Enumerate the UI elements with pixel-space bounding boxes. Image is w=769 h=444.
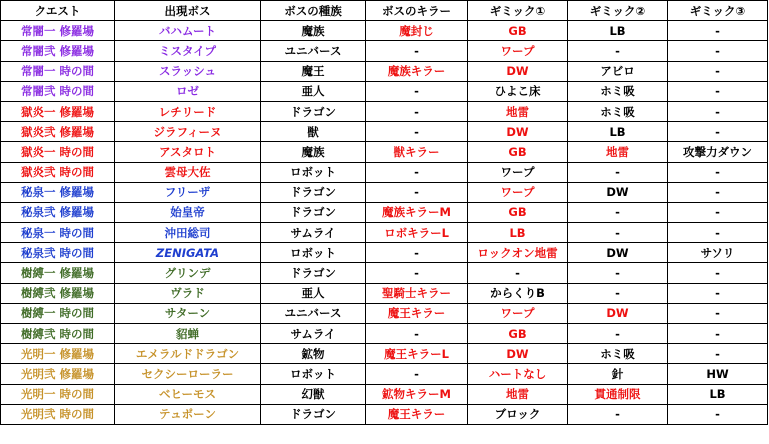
gimmick-2-cell: ホミ吸 — [568, 81, 668, 101]
race-cell: ユニバース — [261, 41, 366, 61]
killer-cell: 魔族キラーM — [366, 202, 468, 222]
gimmick-3-cell: サソリ — [668, 243, 768, 263]
table-row — [1, 344, 768, 364]
boss-cell: グリンデ — [115, 263, 261, 283]
boss-cell: セクシーローラー — [115, 364, 261, 384]
quest-cell: 秘泉一 修羅場 — [1, 182, 115, 202]
killer-cell: 魔王キラーL — [366, 344, 468, 364]
gimmick-3-cell: - — [668, 162, 768, 182]
killer-cell: - — [366, 263, 468, 283]
quest-cell: 常闇弐 時の間 — [1, 81, 115, 101]
gimmick-2-cell: - — [568, 404, 668, 424]
quest-cell: 光明一 時の間 — [1, 384, 115, 404]
table-row — [1, 61, 768, 81]
race-cell: ドラゴン — [261, 182, 366, 202]
table-row — [1, 324, 768, 344]
boss-cell: ジラフィーヌ — [115, 122, 261, 142]
boss-cell: エメラルドドラゴン — [115, 344, 261, 364]
killer-cell: 鉱物キラーM — [366, 384, 468, 404]
boss-cell: 貂蝉 — [115, 324, 261, 344]
quest-cell: 獄炎一 修羅場 — [1, 101, 115, 121]
gimmick-3-cell: - — [668, 182, 768, 202]
race-cell: 魔族 — [261, 142, 366, 162]
killer-cell: 魔封じ — [366, 21, 468, 41]
race-cell: ロボット — [261, 364, 366, 384]
header-boss-race: ボスの種族 — [261, 1, 366, 21]
table-row — [1, 223, 768, 243]
killer-cell: - — [366, 101, 468, 121]
gimmick-2-cell: - — [568, 283, 668, 303]
gimmick-1-cell: GB — [468, 202, 568, 222]
gimmick-3-cell: - — [668, 61, 768, 81]
gimmick-2-cell: LB — [568, 21, 668, 41]
gimmick-3-cell: - — [668, 101, 768, 121]
race-cell: 亜人 — [261, 81, 366, 101]
gimmick-3-cell: - — [668, 223, 768, 243]
gimmick-3-cell: - — [668, 81, 768, 101]
table-row — [1, 263, 768, 283]
quest-cell: 樹縛一 修羅場 — [1, 263, 115, 283]
race-cell: 鉱物 — [261, 344, 366, 364]
gimmick-1-cell: GB — [468, 142, 568, 162]
gimmick-1-cell: ブロック — [468, 404, 568, 424]
gimmick-3-cell: - — [668, 303, 768, 323]
gimmick-1-cell: ハートなし — [468, 364, 568, 384]
table-row — [1, 101, 768, 121]
gimmick-2-cell: 針 — [568, 364, 668, 384]
killer-cell: - — [366, 324, 468, 344]
table-row — [1, 182, 768, 202]
table-row — [1, 243, 768, 263]
race-cell: ドラゴン — [261, 202, 366, 222]
gimmick-1-cell: DW — [468, 344, 568, 364]
gimmick-2-cell: DW — [568, 182, 668, 202]
table-body — [1, 21, 768, 425]
gimmick-2-cell: ホミ吸 — [568, 101, 668, 121]
table-row — [1, 283, 768, 303]
quest-cell: 常闇一 修羅場 — [1, 21, 115, 41]
gimmick-1-cell: GB — [468, 324, 568, 344]
gimmick-2-cell: - — [568, 202, 668, 222]
race-cell: 魔王 — [261, 61, 366, 81]
gimmick-3-cell: - — [668, 41, 768, 61]
race-cell: 亜人 — [261, 283, 366, 303]
killer-cell: 聖騎士キラー — [366, 283, 468, 303]
gimmick-1-cell: ワープ — [468, 41, 568, 61]
gimmick-1-cell: 地雷 — [468, 101, 568, 121]
gimmick-1-cell: ワープ — [468, 303, 568, 323]
quest-cell: 樹縛弐 時の間 — [1, 324, 115, 344]
race-cell: サムライ — [261, 223, 366, 243]
boss-cell: 始皇帝 — [115, 202, 261, 222]
quest-cell: 光明弐 修羅場 — [1, 364, 115, 384]
gimmick-1-cell: ワープ — [468, 182, 568, 202]
header-quest: クエスト — [1, 1, 115, 21]
race-cell: ユニバース — [261, 303, 366, 323]
quest-cell: 獄炎弐 修羅場 — [1, 122, 115, 142]
gimmick-2-cell: - — [568, 223, 668, 243]
gimmick-3-cell: - — [668, 283, 768, 303]
boss-cell: レチリード — [115, 101, 261, 121]
quest-cell: 獄炎弐 時の間 — [1, 162, 115, 182]
gimmick-3-cell: 攻撃力ダウン — [668, 142, 768, 162]
killer-cell: 魔王キラー — [366, 404, 468, 424]
gimmick-3-cell: - — [668, 344, 768, 364]
boss-cell: アスタロト — [115, 142, 261, 162]
gimmick-3-cell: HW — [668, 364, 768, 384]
gimmick-2-cell: DW — [568, 243, 668, 263]
gimmick-1-cell: - — [468, 263, 568, 283]
gimmick-3-cell: - — [668, 122, 768, 142]
gimmick-3-cell: - — [668, 263, 768, 283]
killer-cell: - — [366, 364, 468, 384]
table-row — [1, 364, 768, 384]
header-boss-killer: ボスのキラー — [366, 1, 468, 21]
boss-cell: バハムート — [115, 21, 261, 41]
gimmick-2-cell: ホミ吸 — [568, 344, 668, 364]
quest-cell: 光明一 修羅場 — [1, 344, 115, 364]
race-cell: ロボット — [261, 243, 366, 263]
gimmick-1-cell: GB — [468, 21, 568, 41]
race-cell: ドラゴン — [261, 101, 366, 121]
gimmick-1-cell: ワープ — [468, 162, 568, 182]
gimmick-2-cell: LB — [568, 122, 668, 142]
killer-cell: - — [366, 81, 468, 101]
race-cell: ロボット — [261, 162, 366, 182]
killer-cell: 魔族キラー — [366, 61, 468, 81]
gimmick-2-cell: DW — [568, 303, 668, 323]
killer-cell: - — [366, 243, 468, 263]
gimmick-2-cell: アビロ — [568, 61, 668, 81]
table-row — [1, 384, 768, 404]
killer-cell: - — [366, 182, 468, 202]
gimmick-2-cell: - — [568, 263, 668, 283]
boss-cell: 沖田総司 — [115, 223, 261, 243]
gimmick-3-cell: - — [668, 404, 768, 424]
gimmick-1-cell: LB — [468, 223, 568, 243]
boss-cell: ヴラド — [115, 283, 261, 303]
header-gimmick-2: ギミック② — [568, 1, 668, 21]
gimmick-1-cell: ロックオン地雷 — [468, 243, 568, 263]
killer-cell: - — [366, 41, 468, 61]
boss-cell: ZENIGATA — [115, 243, 261, 263]
killer-cell: 魔王キラー — [366, 303, 468, 323]
table-row — [1, 142, 768, 162]
race-cell: サムライ — [261, 324, 366, 344]
header-gimmick-1: ギミック① — [468, 1, 568, 21]
killer-cell: ロボキラーL — [366, 223, 468, 243]
gimmick-1-cell: DW — [468, 61, 568, 81]
quest-cell: 秘泉弐 時の間 — [1, 243, 115, 263]
race-cell: 魔族 — [261, 21, 366, 41]
gimmick-2-cell: 貫通制限 — [568, 384, 668, 404]
quest-cell: 樹縛一 時の間 — [1, 303, 115, 323]
header-gimmick-3: ギミック③ — [668, 1, 768, 21]
killer-cell: 獣キラー — [366, 142, 468, 162]
boss-cell: フリーザ — [115, 182, 261, 202]
race-cell: 獣 — [261, 122, 366, 142]
quest-cell: 常闇一 時の間 — [1, 61, 115, 81]
gimmick-1-cell: 地雷 — [468, 384, 568, 404]
quest-cell: 獄炎一 時の間 — [1, 142, 115, 162]
table-row — [1, 21, 768, 41]
gimmick-1-cell: DW — [468, 122, 568, 142]
boss-cell: テュポーン — [115, 404, 261, 424]
gimmick-2-cell: - — [568, 162, 668, 182]
gimmick-1-cell: からくりB — [468, 283, 568, 303]
gimmick-3-cell: - — [668, 324, 768, 344]
gimmick-2-cell: 地雷 — [568, 142, 668, 162]
table-row — [1, 162, 768, 182]
gimmick-3-cell: LB — [668, 384, 768, 404]
boss-cell: ベヒーモス — [115, 384, 261, 404]
table-row — [1, 41, 768, 61]
boss-cell: ミスタイプ — [115, 41, 261, 61]
gimmick-1-cell: ひよこ床 — [468, 81, 568, 101]
gimmick-2-cell: - — [568, 324, 668, 344]
quest-cell: 樹縛弐 修羅場 — [1, 283, 115, 303]
boss-cell: 雲母大佐 — [115, 162, 261, 182]
table-row — [1, 122, 768, 142]
quest-cell: 光明弐 時の間 — [1, 404, 115, 424]
boss-cell: スラッシュ — [115, 61, 261, 81]
table-row — [1, 303, 768, 323]
header-boss: 出現ボス — [115, 1, 261, 21]
gimmick-3-cell: - — [668, 21, 768, 41]
gimmick-2-cell: - — [568, 41, 668, 61]
killer-cell: - — [366, 122, 468, 142]
boss-cell: ロゼ — [115, 81, 261, 101]
killer-cell: - — [366, 162, 468, 182]
quest-cell: 秘泉一 時の間 — [1, 223, 115, 243]
race-cell: 幻獣 — [261, 384, 366, 404]
boss-cell: サターン — [115, 303, 261, 323]
race-cell: ドラゴン — [261, 263, 366, 283]
quest-cell: 常闇弐 修羅場 — [1, 41, 115, 61]
table-row — [1, 202, 768, 222]
table-row — [1, 81, 768, 101]
gimmick-3-cell: - — [668, 202, 768, 222]
quest-cell: 秘泉弐 修羅場 — [1, 202, 115, 222]
race-cell: ドラゴン — [261, 404, 366, 424]
table-row — [1, 404, 768, 424]
header-row — [1, 1, 768, 21]
